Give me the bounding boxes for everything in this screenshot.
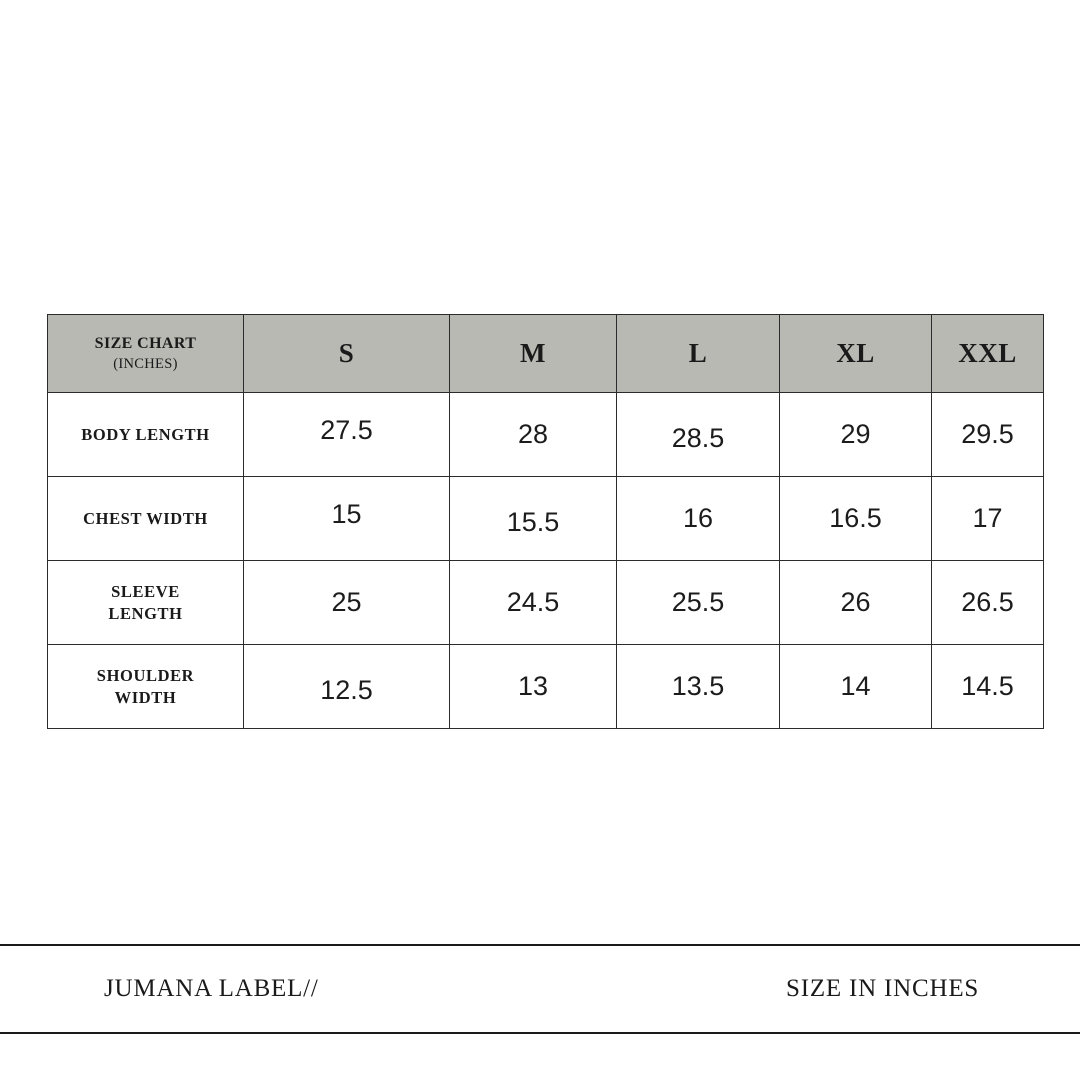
cell-sleeve-length-xxl: 26.5 [961, 587, 1014, 617]
column-header-xxl: XXL [932, 315, 1044, 393]
cell-sleeve-length-m: 24.5 [506, 587, 560, 617]
size-chart-table [47, 314, 1044, 729]
column-header-xl: XL [780, 315, 932, 393]
cell-sleeve-length-s: 25 [331, 587, 362, 617]
cell-sleeve-length-xl: 26 [840, 587, 871, 617]
row-label-chest-width: CHEST WIDTH [48, 477, 244, 561]
row-label-body-length: BODY LENGTH [48, 393, 244, 477]
cell-body-length-s: 27.5 [320, 415, 373, 445]
table-row [48, 477, 1044, 561]
row-label-line1: SHOULDER [96, 666, 195, 686]
size-chart-table-container [47, 314, 1043, 729]
table-corner-header [48, 315, 244, 393]
corner-subtitle: (INCHES) [113, 355, 178, 372]
cell-body-length-m: 28 [517, 419, 549, 449]
cell-shoulder-width-s: 12.5 [320, 675, 373, 705]
cell-chest-width-s: 15 [331, 499, 362, 529]
cell-shoulder-width-xxl: 14.5 [961, 671, 1014, 701]
row-label-shoulder-width [48, 645, 244, 729]
column-header-m: M [450, 315, 617, 393]
table-header-row [48, 315, 1044, 393]
cell-shoulder-width-l: 13.5 [671, 671, 725, 701]
corner-title: SIZE CHART [94, 334, 197, 352]
table-row [48, 393, 1044, 477]
column-header-l: L [617, 315, 780, 393]
cell-chest-width-xxl: 17 [972, 503, 1003, 533]
column-header-s: S [244, 315, 450, 393]
cell-chest-width-xl: 16.5 [829, 503, 882, 533]
cell-body-length-xl: 29 [840, 419, 871, 449]
footer-bar [0, 944, 1080, 1034]
row-label-sleeve-length [48, 561, 244, 645]
table-row [48, 561, 1044, 645]
cell-body-length-xxl: 29.5 [961, 419, 1014, 449]
footer-note: SIZE IN INCHES [786, 975, 980, 1002]
cell-shoulder-width-m: 13 [517, 671, 549, 701]
cell-shoulder-width-xl: 14 [840, 671, 871, 701]
cell-chest-width-l: 16 [682, 503, 714, 533]
cell-sleeve-length-l: 25.5 [671, 587, 725, 617]
footer-brand: JUMANA LABEL// [104, 975, 319, 1002]
cell-chest-width-m: 15.5 [506, 507, 560, 537]
cell-body-length-l: 28.5 [671, 423, 725, 453]
row-label-line1: SLEEVE [111, 582, 180, 602]
row-label-line2: WIDTH [114, 687, 177, 707]
row-label-line2: LENGTH [108, 603, 183, 623]
table-row [48, 645, 1044, 729]
